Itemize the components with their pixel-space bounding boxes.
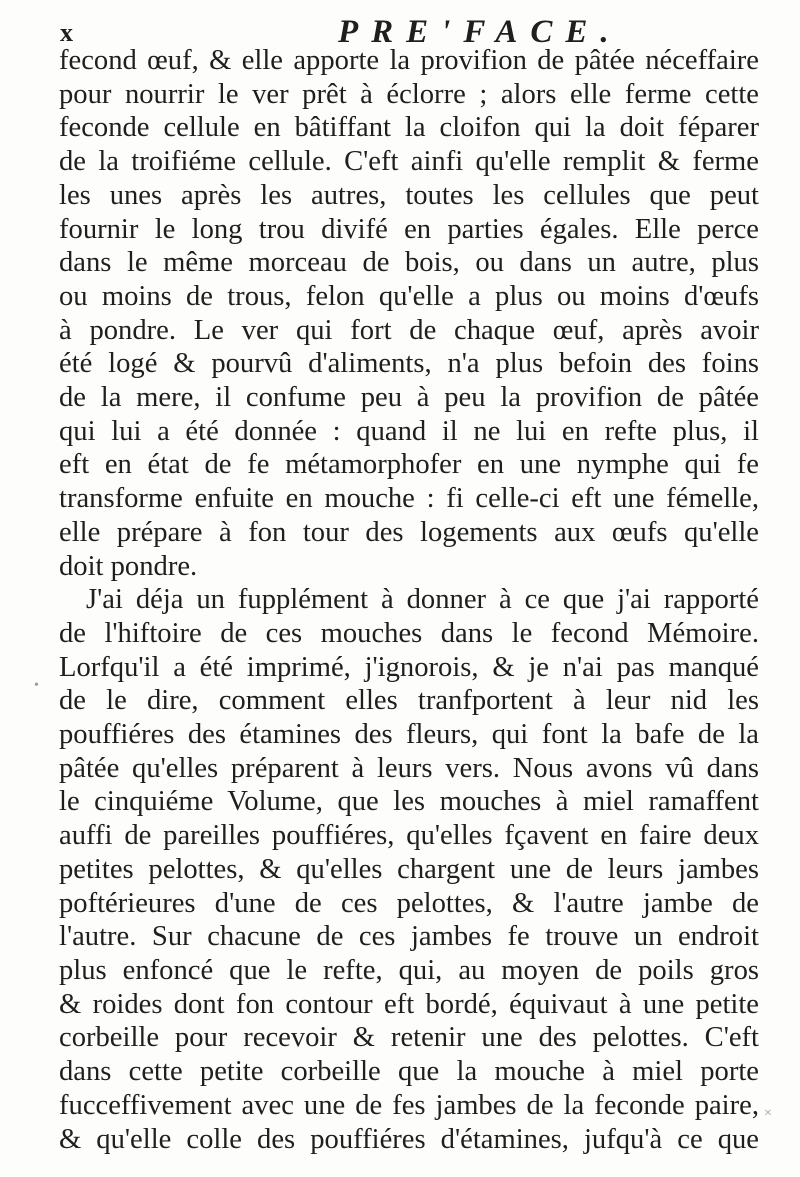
text-line: corbeille pour recevoir & retenir une des pelottes. C'eft bbox=[59, 1022, 759, 1054]
text-line: eft en état de fe métamorphofer en une nymphe qui fe bbox=[59, 449, 759, 481]
margin-speck: × bbox=[764, 1106, 772, 1121]
text-line: petites pelottes, & qu'elles chargent une de leurs jambes bbox=[59, 853, 759, 885]
text-line: fournir le long trou divifé en parties égales. Elle perce bbox=[59, 213, 759, 245]
text-line: de la troifiéme cellule. C'eft ainfi qu'elle remplit & ferme bbox=[59, 146, 759, 178]
text-line: pâtée qu'elles préparent à leurs vers. Nous avons vû dans bbox=[59, 752, 759, 784]
text-line: été logé & pourvû d'aliments, n'a plus befoin des foins bbox=[59, 348, 759, 380]
text-line: de le dire, comment elles tranfportent à leur nid les bbox=[59, 685, 759, 717]
text-line: elle prépare à fon tour des logements aux œufs qu'elle bbox=[59, 516, 759, 548]
text-line: qui lui a été donnée : quand il ne lui en refte plus, il bbox=[59, 415, 759, 447]
text-line: de l'hiftoire de ces mouches dans le fecond Mémoire. bbox=[59, 617, 759, 649]
text-line: transforme enfuite en mouche : fi celle-ci eft une fémelle, bbox=[59, 483, 759, 515]
page-number: x bbox=[60, 18, 74, 47]
paragraph-start-line: J'ai déja un fupplément à donner à ce que j'ai rapporté bbox=[86, 584, 759, 616]
margin-speck: • bbox=[34, 678, 39, 693]
text-line: auffi de pareilles pouffiéres, qu'elles fçavent en faire deux bbox=[59, 820, 759, 852]
text-line: le cinquiéme Volume, que les mouches à miel ramaffent bbox=[59, 786, 759, 818]
text-line: pouffiéres des étamines des fleurs, qui font la bafe de la bbox=[59, 719, 759, 751]
text-line: l'autre. Sur chacune de ces jambes fe trouve un endroit bbox=[59, 921, 759, 953]
text-line: ou moins de trous, felon qu'elle a plus ou moins d'œufs bbox=[59, 280, 759, 312]
text-line: feconde cellule en bâtiffant la cloifon qui la doit féparer bbox=[59, 112, 759, 144]
text-line: fecond œuf, & elle apporte la provifion de pâtée néceffaire bbox=[59, 45, 759, 76]
text-line: & roides dont fon contour eft bordé, équivaut à une petite bbox=[59, 988, 759, 1020]
text-line: pour nourrir le ver prêt à éclorre ; alors elle ferme cette bbox=[59, 78, 759, 110]
paragraph-end-line: doit pondre. bbox=[59, 550, 198, 582]
text-line: à pondre. Le ver qui fort de chaque œuf, après avoir bbox=[59, 314, 759, 346]
body-text bbox=[59, 44, 759, 1156]
text-line: & qu'elle colle des pouffiéres d'étamines, jufqu'à ce que bbox=[59, 1123, 759, 1155]
text-line: les unes après les autres, toutes les cellules que peut bbox=[59, 179, 759, 211]
text-line: fucceffivement avec une de fes jambes de la feconde paire, bbox=[59, 1089, 759, 1121]
text-line: plus enfoncé que le refte, qui, au moyen de poils gros bbox=[59, 954, 759, 986]
text-line: Lorfqu'il a été imprimé, j'ignorois, & je n'ai pas manqué bbox=[59, 651, 759, 683]
text-line: poftérieures d'une de ces pelottes, & l'autre jambe de bbox=[59, 887, 759, 919]
text-line: dans cette petite corbeille que la mouche à miel porte bbox=[59, 1056, 759, 1088]
running-title: PRE'FACE. bbox=[338, 14, 622, 50]
text-line: de la mere, il confume peu à peu la provifion de pâtée bbox=[59, 382, 759, 414]
text-line: dans le même morceau de bois, ou dans un autre, plus bbox=[59, 247, 759, 279]
